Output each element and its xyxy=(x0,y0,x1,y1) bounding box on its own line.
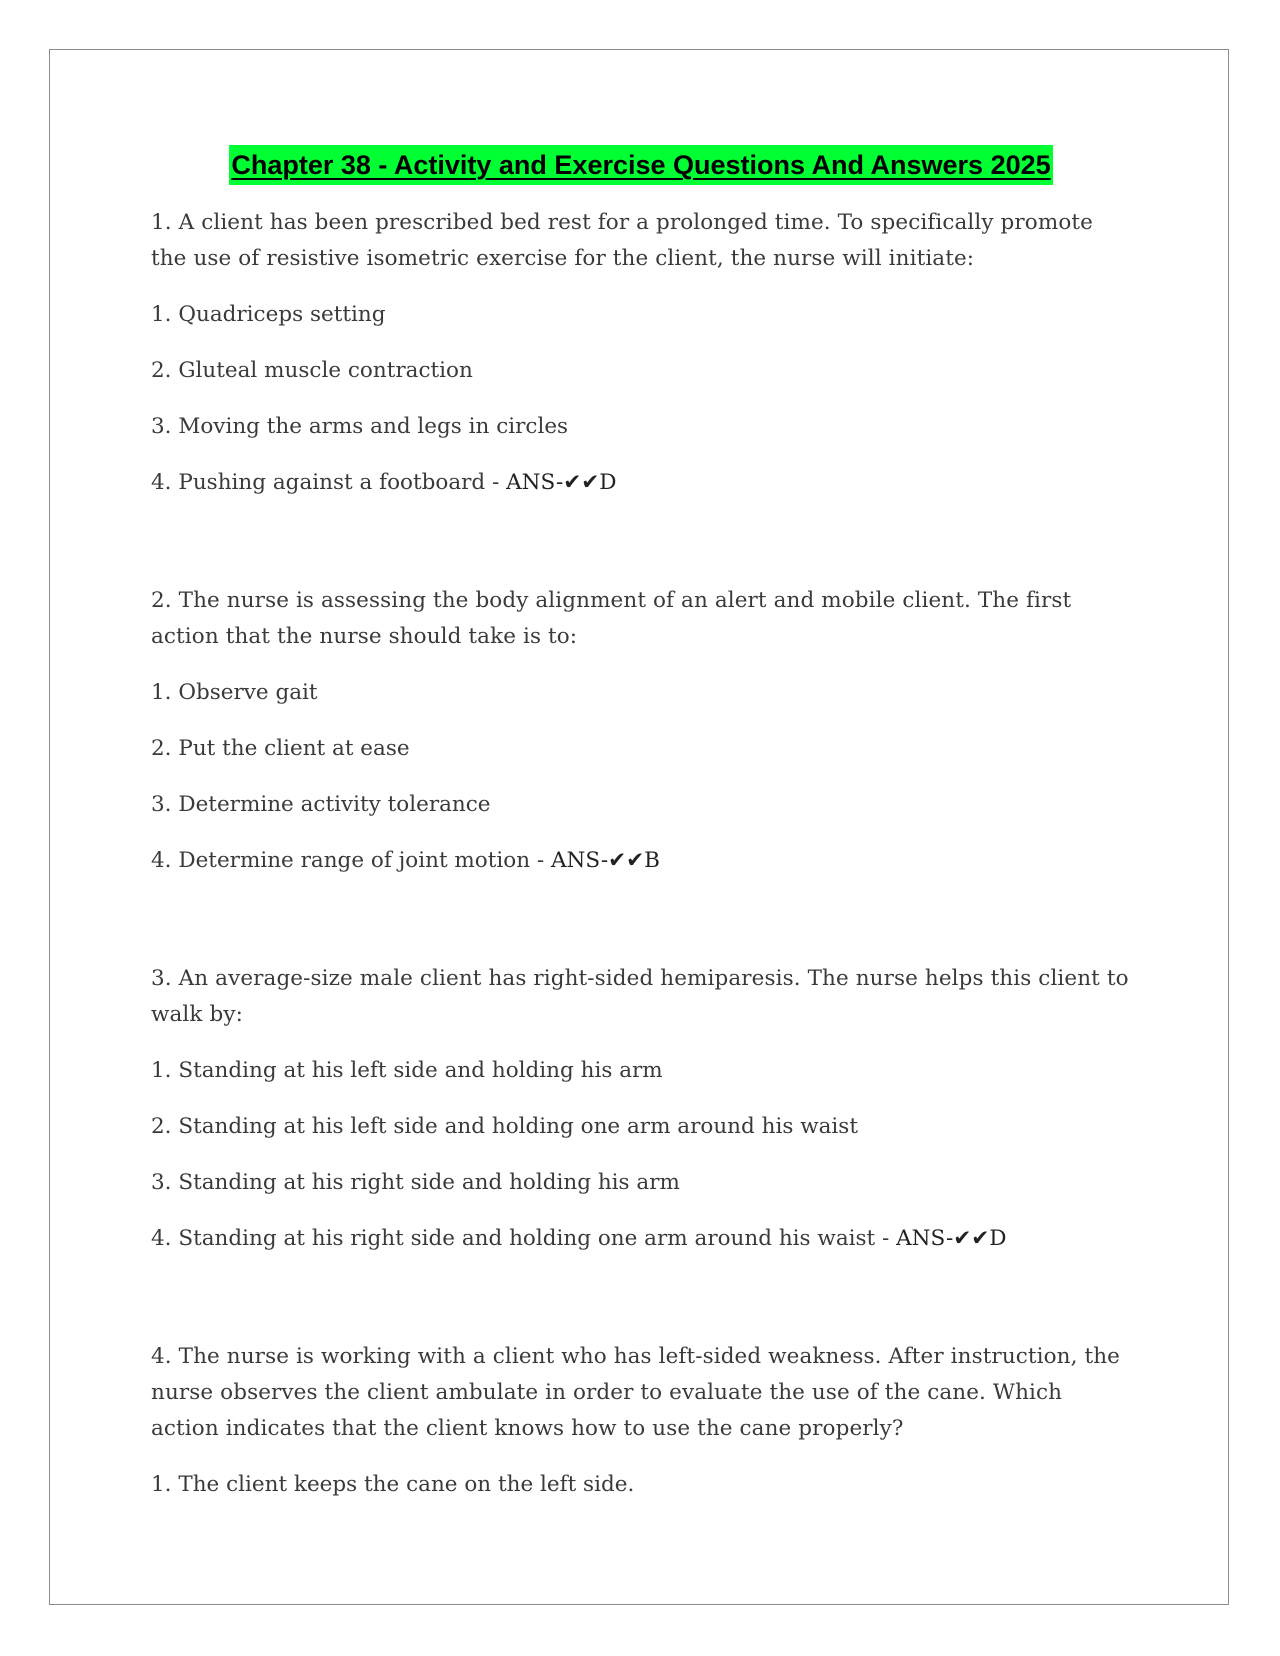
question-2 xyxy=(151,583,1131,879)
question-stem: 3. An average-size male client has right-sided hemiparesis. The nurse helps this client to walk by: xyxy=(151,966,1129,1027)
answer-option-text: 4. Determine range of joint motion xyxy=(151,848,531,873)
answer-option: 2. Gluteal muscle contraction xyxy=(151,358,473,383)
title-wrap xyxy=(131,145,1131,185)
question-stem: 1. A client has been prescribed bed rest for a prolonged time. To specifically promote the use of resistive isometric exercise for the client, the nurse will initiate: xyxy=(151,210,1093,271)
question-4 xyxy=(151,1339,1131,1503)
answer-option-last xyxy=(151,843,1131,879)
answer-key: ANS-✔✔B xyxy=(551,848,660,873)
answer-option-text: 4. Standing at his right side and holding one arm around his waist xyxy=(151,1226,876,1251)
document-content xyxy=(151,145,1131,1503)
answer-separator: - xyxy=(875,1226,897,1251)
answer-option: 1. Observe gait xyxy=(151,680,318,705)
answer-option: 1. Standing at his left side and holding his arm xyxy=(151,1058,663,1083)
answer-option: 2. Standing at his left side and holding one arm around his waist xyxy=(151,1114,858,1139)
question-stem: 4. The nurse is working with a client who has left-sided weakness. After instruction, the nurse observes the client ambulate in order to evaluate the use of the cane. Which action indicates that the client knows how to use the cane properly? xyxy=(151,1344,1120,1441)
answer-option-last xyxy=(151,1221,1131,1257)
answer-option: 3. Moving the arms and legs in circles xyxy=(151,414,569,439)
answer-separator: - xyxy=(485,470,507,495)
answer-option-text: 4. Pushing against a footboard xyxy=(151,470,486,495)
question-stem: 2. The nurse is assessing the body alignment of an alert and mobile client. The first action that the nurse should take is to: xyxy=(151,588,1072,649)
answer-option: 1. Quadriceps setting xyxy=(151,302,386,327)
document-title: Chapter 38 - Activity and Exercise Questions And Answers 2025 xyxy=(229,145,1052,185)
answer-option: 3. Determine activity tolerance xyxy=(151,792,491,817)
answer-option: 1. The client keeps the cane on the left side. xyxy=(151,1472,635,1497)
answer-key: ANS-✔✔D xyxy=(506,470,617,495)
answer-key: ANS-✔✔D xyxy=(896,1226,1007,1251)
answer-separator: - xyxy=(530,848,552,873)
question-1 xyxy=(151,205,1131,501)
answer-option-last xyxy=(151,465,1131,501)
answer-option: 3. Standing at his right side and holding his arm xyxy=(151,1170,680,1195)
question-3 xyxy=(151,961,1131,1257)
answer-option: 2. Put the client at ease xyxy=(151,736,410,761)
